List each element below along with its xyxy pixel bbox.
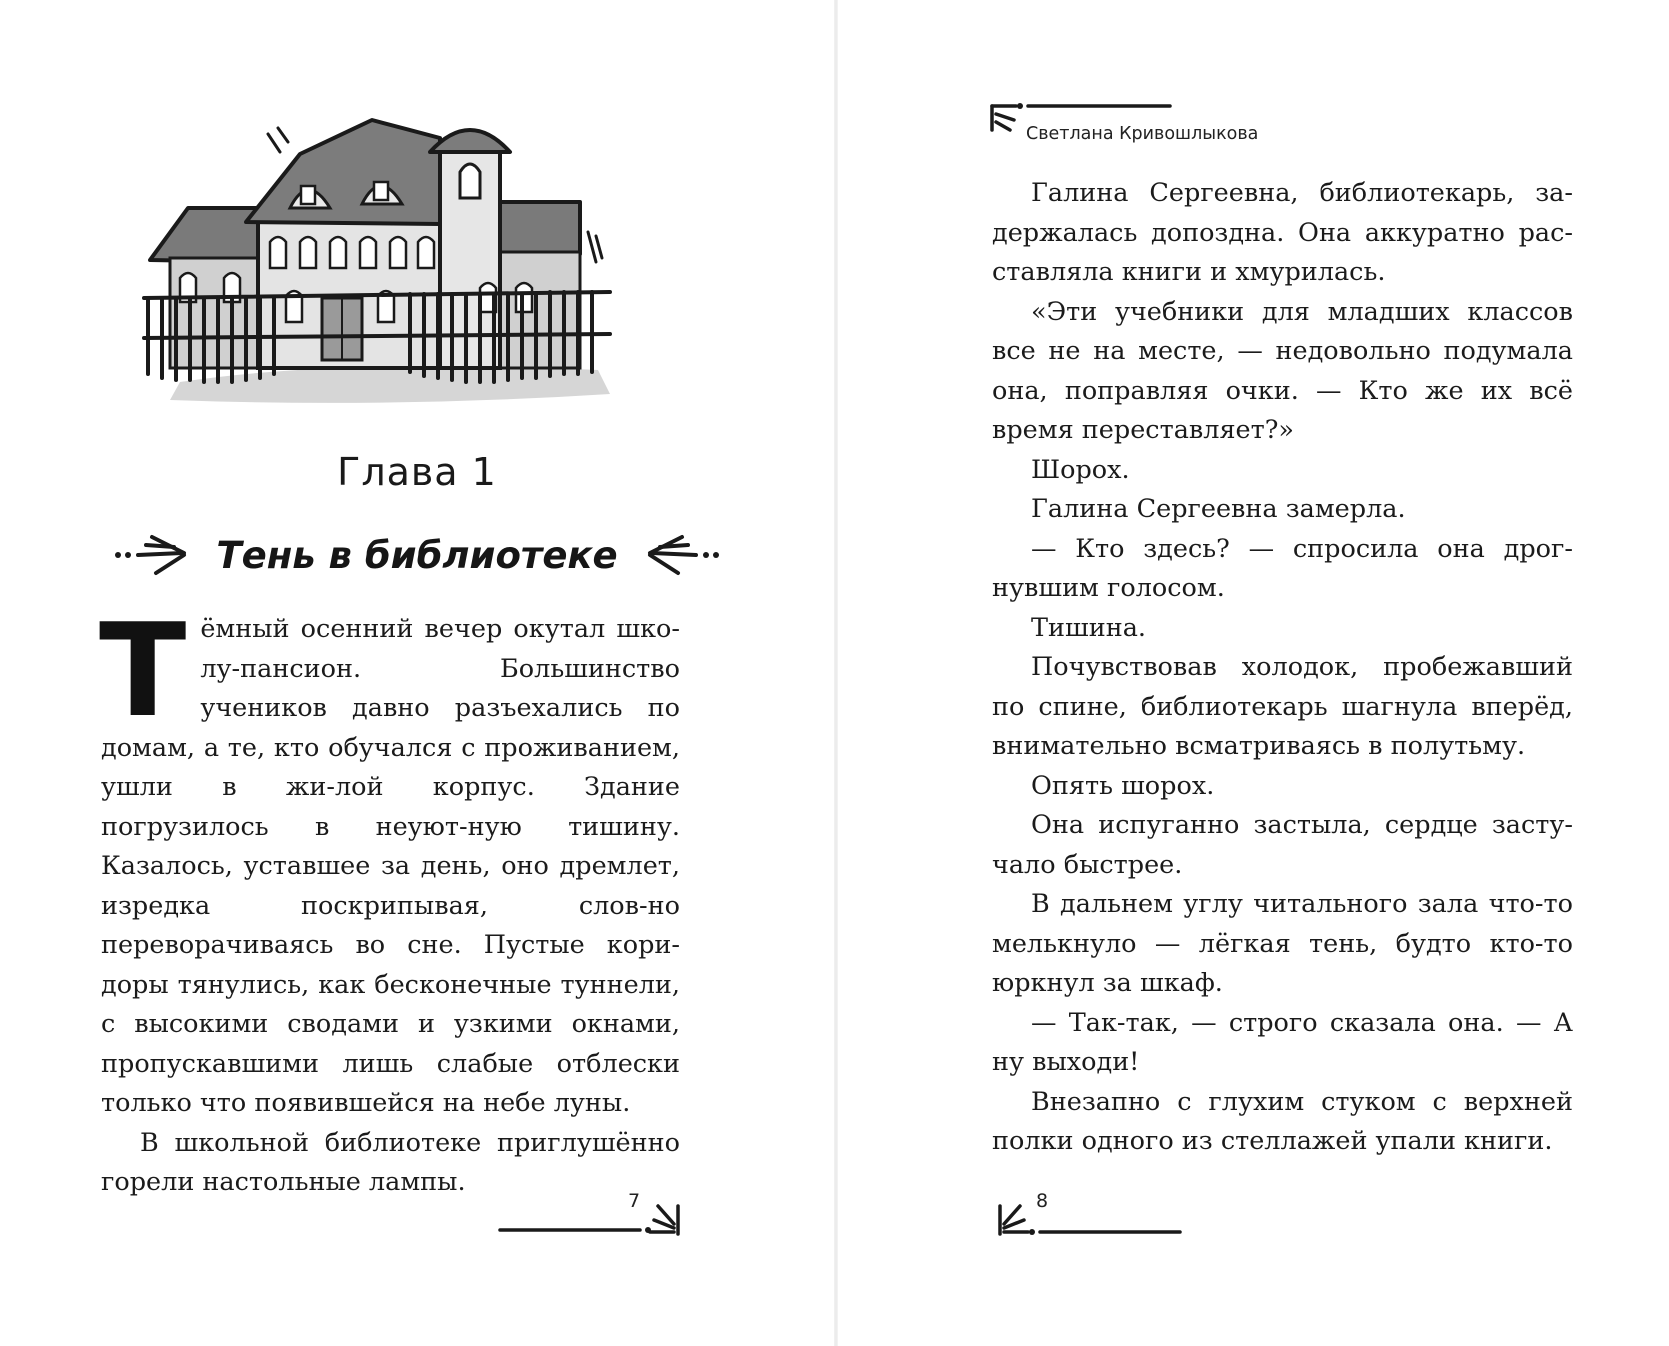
right-body-text	[992, 174, 1573, 1162]
page-number-left: 7	[628, 1190, 641, 1212]
running-head-author: Светлана Кривошлыкова	[1026, 124, 1259, 144]
right-folio	[994, 1190, 1184, 1240]
left-page	[0, 0, 834, 1346]
paragraph: «Эти учебники для младших классов все не на месте, — недовольно подумала она, поправляя очки. — Кто же их всё время переставляет?»	[992, 296, 1573, 445]
left-body-text	[99, 597, 680, 1203]
paragraph: Внезапно с глухим стуком с верхней полки одного из стеллажей упали книги.	[992, 1086, 1573, 1156]
paragraph: — Так-так, — строго сказала она. — А ну выходи!	[992, 1007, 1573, 1077]
paragraph: Опять шорох.	[1031, 770, 1215, 801]
paragraph: Тишина.	[1031, 612, 1147, 643]
ornament-arrow-left-icon	[640, 529, 722, 581]
chapter-title: Тень в библиотеке	[216, 533, 618, 577]
left-folio	[498, 1190, 688, 1240]
folio-ornament-icon	[498, 1190, 688, 1240]
paragraph: Она испуганно застыла, сердце засту-чало быстрее.	[992, 810, 1573, 880]
paragraph: — Кто здесь? — спросила она дрог-нувшим голосом.	[992, 533, 1573, 603]
running-head	[986, 96, 1306, 146]
house-illustration	[140, 112, 638, 414]
first-paragraph-text: ёмный осенний вечер окутал шко-лу-пансион. Большинство учеников давно разъехались по домам, а те, кто обучался с проживанием, ушли в жи-лой корпус. Здание погрузилось в неуют-ную тишину. Казалось, уставшее за день, оно дремлет, изредка поскрипывая, слов-но переворачиваясь во сне. Пустые кори-доры тянулись, как бесконечные туннели, с высокими сводами и узкими окнами, пропускавшими лишь слабые отблески только что появившейся на небе луны.	[101, 614, 680, 1118]
paragraph: Галина Сергеевна замерла.	[1031, 494, 1406, 524]
ornament-arrow-right-icon	[112, 529, 194, 581]
chapter-number: Глава 1	[337, 450, 497, 494]
page-number-right: 8	[1036, 1190, 1049, 1212]
folio-ornament-icon	[994, 1190, 1184, 1240]
paragraph: Почувствовав холодок, пробежавший по спине, библиотекарь шагнула вперёд, внимательно всматриваясь в полутьму.	[992, 652, 1573, 761]
paragraph: В школьной библиотеке приглушённо горели настольные лампы.	[101, 1127, 680, 1197]
paragraph: Галина Сергеевна, библиотекарь, за-держалась допоздна. Она аккуратно рас-ставляла книги и хмурилась.	[992, 178, 1573, 287]
page-gutter	[834, 0, 838, 1346]
chapter-title-row	[0, 520, 834, 590]
drop-cap: Т	[99, 597, 187, 746]
paragraph: Шорох.	[1031, 454, 1130, 485]
first-paragraph	[99, 597, 680, 1124]
paragraph: В дальнем углу читального зала что-то мелькнуло — лёгкая тень, будто кто-то юркнул за шкаф.	[992, 889, 1573, 998]
